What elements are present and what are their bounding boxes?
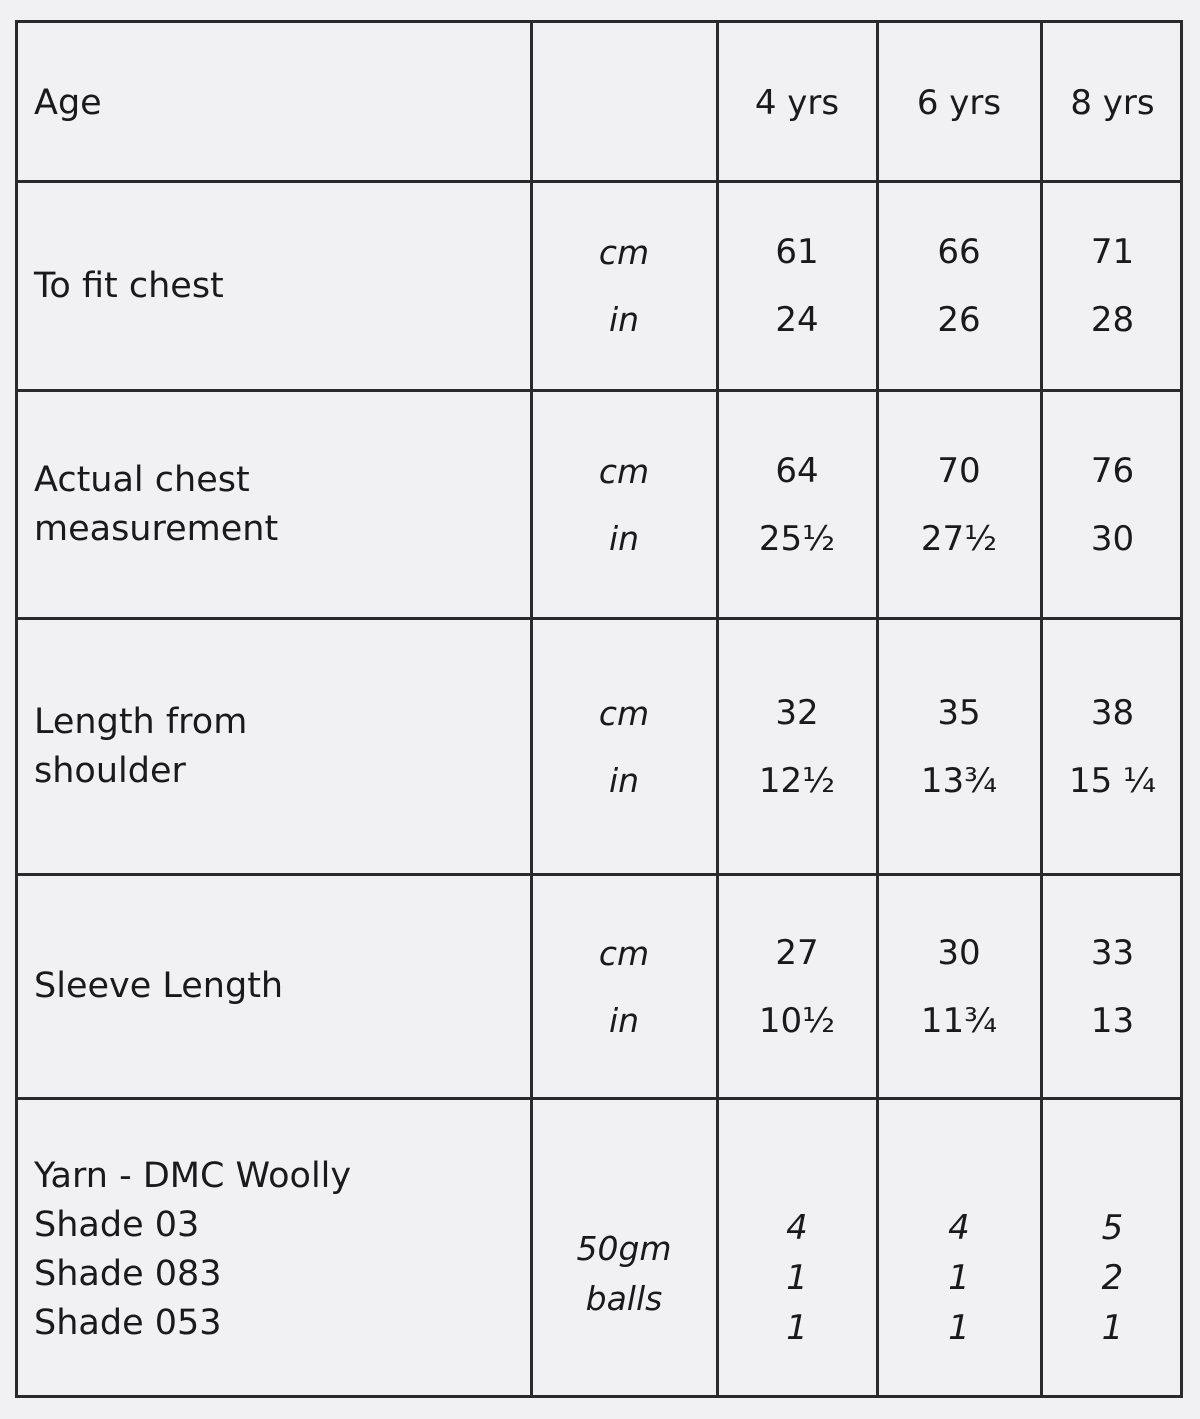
row-label-line: Actual chest xyxy=(34,459,250,500)
value: 5 xyxy=(1101,1208,1124,1248)
value: 32 xyxy=(775,692,819,733)
yarn-unit-line: balls xyxy=(585,1279,663,1318)
value: 4 xyxy=(786,1208,808,1248)
value-cell xyxy=(1042,392,1183,617)
value: 35 xyxy=(937,692,981,733)
value: 2 xyxy=(1101,1258,1124,1298)
value-cell xyxy=(1042,876,1183,1097)
size-header xyxy=(718,23,876,183)
value: 33 xyxy=(1090,932,1135,973)
value: 24 xyxy=(775,300,819,340)
unit-cell xyxy=(532,876,716,1097)
unit-in: in xyxy=(608,300,640,339)
unit-cm: cm xyxy=(598,451,650,491)
value-cell xyxy=(718,392,876,617)
value-cell xyxy=(1042,183,1183,389)
value: 27½ xyxy=(920,518,998,559)
yarn-value-cell xyxy=(1042,1100,1183,1398)
value: 26 xyxy=(937,300,981,340)
yarn-unit-cell xyxy=(532,1100,716,1398)
unit-in: in xyxy=(608,760,640,800)
age-label: Age xyxy=(34,82,102,123)
value-cell xyxy=(878,620,1040,873)
age-header xyxy=(18,23,530,183)
row-label xyxy=(18,392,530,617)
value: 61 xyxy=(775,232,819,272)
value: 1 xyxy=(1101,1308,1124,1348)
unit-in: in xyxy=(608,1000,640,1040)
value: 1 xyxy=(786,1308,808,1348)
value-cell xyxy=(718,620,876,873)
row-label-line: shoulder xyxy=(34,750,186,791)
yarn-label-line: Yarn - DMC Woolly xyxy=(34,1156,352,1196)
row-label-line: Length from xyxy=(34,701,248,742)
value: 12½ xyxy=(758,760,836,801)
value: 10½ xyxy=(758,1000,836,1041)
size-label: 8 yrs xyxy=(1070,83,1155,123)
unit-cell xyxy=(532,392,716,617)
value-cell xyxy=(878,183,1040,389)
value: 15 ¼ xyxy=(1068,760,1157,801)
value: 66 xyxy=(937,232,981,272)
value: 30 xyxy=(937,932,981,973)
yarn-label xyxy=(18,1100,530,1398)
value-cell xyxy=(718,183,876,389)
value: 1 xyxy=(948,1308,970,1348)
value-cell xyxy=(718,876,876,1097)
value: 64 xyxy=(775,450,819,491)
value: 1 xyxy=(948,1258,970,1298)
unit-cell xyxy=(532,620,716,873)
value: 11¾ xyxy=(920,1000,998,1041)
yarn-value-cell xyxy=(718,1100,876,1398)
size-header xyxy=(878,23,1040,183)
value: 38 xyxy=(1090,692,1135,733)
yarn-label-line: Shade 03 xyxy=(34,1205,200,1245)
unit-cell xyxy=(532,183,716,389)
yarn-label-line: Shade 083 xyxy=(34,1254,222,1294)
value: 76 xyxy=(1090,450,1135,491)
value: 1 xyxy=(786,1258,808,1298)
value: 27 xyxy=(775,932,819,973)
size-label: 6 yrs xyxy=(916,83,1002,123)
row-label xyxy=(18,876,530,1097)
yarn-label-line: Shade 053 xyxy=(34,1303,222,1343)
unit-cm: cm xyxy=(598,693,650,733)
value: 30 xyxy=(1090,518,1135,559)
value: 4 xyxy=(948,1208,970,1248)
row-label-line: To fit chest xyxy=(34,265,224,306)
value: 25½ xyxy=(758,518,836,559)
size-label: 4 yrs xyxy=(754,83,840,123)
value: 71 xyxy=(1090,232,1135,272)
value-cell xyxy=(878,392,1040,617)
unit-cm: cm xyxy=(598,933,650,973)
unit-cm: cm xyxy=(598,233,650,272)
value: 13¾ xyxy=(920,760,998,801)
value-cell xyxy=(878,876,1040,1097)
value: 13 xyxy=(1090,1000,1135,1041)
yarn-value-cell xyxy=(878,1100,1040,1398)
value: 28 xyxy=(1090,300,1135,340)
row-label xyxy=(18,620,530,873)
yarn-unit-line: 50gm xyxy=(576,1229,672,1268)
row-label-line: measurement xyxy=(34,508,279,549)
unit-in: in xyxy=(608,518,640,558)
row-label xyxy=(18,183,530,389)
size-table xyxy=(15,20,1183,1398)
size-header xyxy=(1042,23,1183,183)
value: 70 xyxy=(937,450,981,491)
row-label-line: Sleeve Length xyxy=(34,966,284,1006)
value-cell xyxy=(1042,620,1183,873)
